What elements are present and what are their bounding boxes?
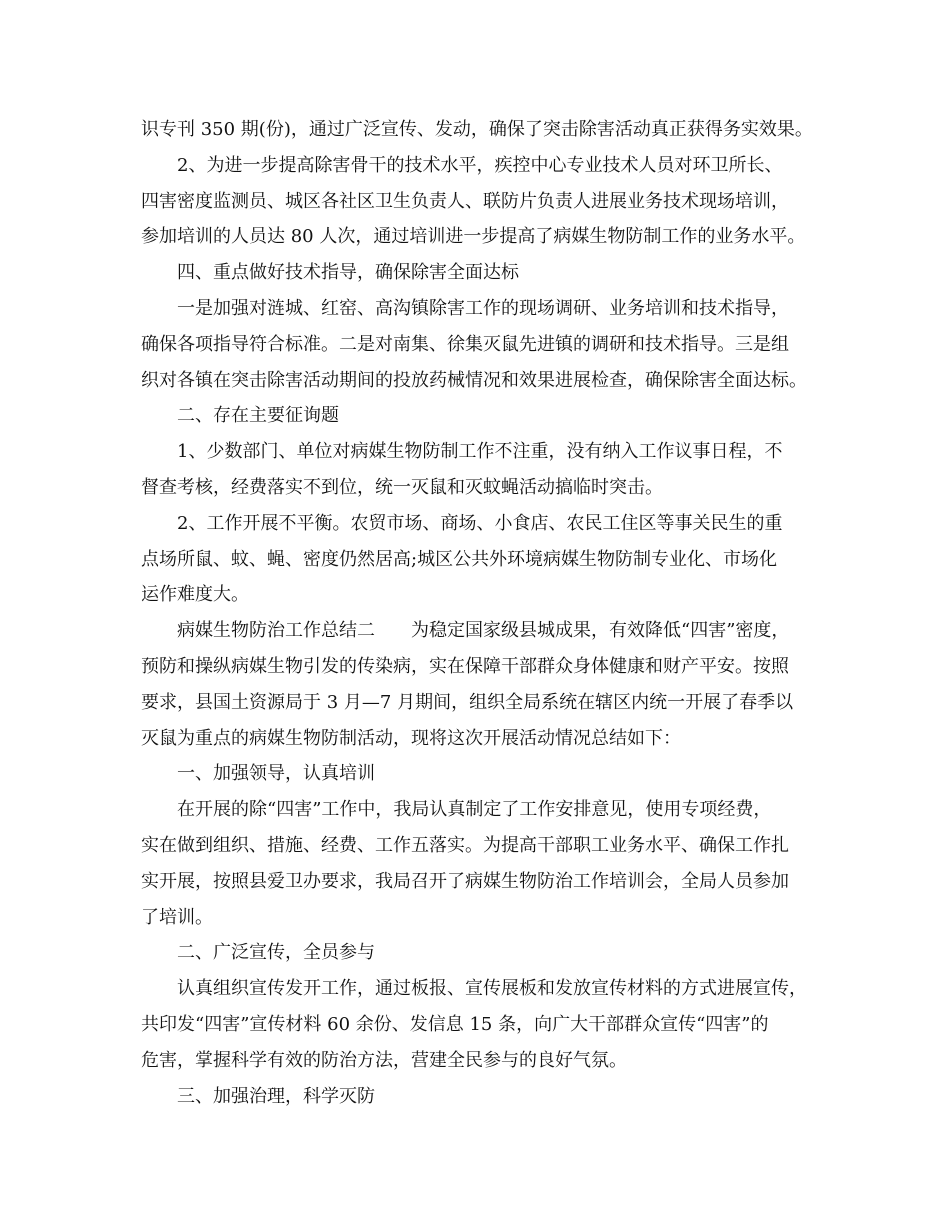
text-line: 一是加强对涟城、红窑、高沟镇除害工作的现场调研、业务培训和技术指导， [177, 297, 789, 319]
text-line: 在开展的除“四害”工作中，我局认真制定了工作安排意见，使用专项经费， [177, 799, 772, 821]
paragraph [141, 506, 831, 613]
text-line: 要求，县国土资源局于 3 月—7 月期间，组织全局系统在辖区内统一开展了春季以 [141, 691, 794, 713]
text-line: 四害密度监测员、城区各社区卫生负责人、联防片负责人进展业务技术现场培训， [141, 190, 789, 212]
text-line: 运作难度大。 [141, 584, 249, 606]
paragraph [141, 792, 831, 935]
text-line: 三、加强治理，科学灭防 [177, 1085, 375, 1107]
paragraph [141, 971, 831, 1078]
text-line: 识专刊 350 期(份)，通过广泛宣传、发动，确保了突击除害活动真正获得务实效果。 [141, 119, 813, 140]
text-line: 2、为进一步提高除害骨干的技术水平，疾控中心专业技术人员对环卫所长、 [177, 154, 783, 176]
text-line: 织对各镇在突击除害活动期间的投放药械情况和效果进展检查，确保除害全面达标。 [141, 369, 807, 391]
text-line: 二、存在主要征询题 [177, 405, 339, 427]
text-line: 实开展，按照县爱卫办要求，我局召开了病媒生物防治工作培训会，全局人员参加 [141, 870, 789, 892]
paragraph [141, 935, 831, 971]
paragraph [141, 291, 831, 398]
text-line: 病媒生物防治工作总结二 为稳定国家级县城成果，有效降低“四害”密度， [177, 620, 790, 642]
paragraph [141, 112, 831, 148]
paragraph [141, 255, 831, 291]
document-body [141, 112, 831, 1114]
text-line: 2、工作开展不平衡。农贸市场、商场、小食店、农民工住区等事关民生的重 [177, 512, 783, 534]
text-line: 1、少数部门、单位对病媒生物防制工作不注重，没有纳入工作议事日程，不 [177, 441, 783, 463]
text-line: 预防和操纵病媒生物引发的传染病，实在保障干部群众身体健康和财产平安。按照 [141, 655, 789, 677]
text-line: 确保各项指导符合标准。二是对南集、徐集灭鼠先进镇的调研和技术指导。三是组 [141, 333, 789, 355]
text-line: 了培训。 [141, 906, 213, 928]
text-line: 一、加强领导，认真培训 [177, 763, 375, 785]
text-line: 点场所鼠、蚊、蝇、密度仍然居高;城区公共外环境病媒生物防制专业化、市场化 [141, 548, 778, 570]
text-line: 四、重点做好技术指导，确保除害全面达标 [177, 262, 519, 284]
text-line: 共印发“四害”宣传材料 60 余份、发信息 15 条，向广大干部群众宣传“四害”的 [141, 1013, 769, 1035]
paragraph [141, 398, 831, 434]
paragraph [141, 434, 831, 506]
text-line: 危害，掌握科学有效的防治方法，营建全民参与的良好气氛。 [141, 1049, 627, 1071]
text-line: 督查考核，经费落实不到位，统一灭鼠和灭蚊蝇活动搞临时突击。 [141, 476, 663, 498]
text-line: 实在做到组织、措施、经费、工作五落实。为提高干部职工业务水平、确保工作扎 [141, 834, 789, 856]
paragraph [141, 756, 831, 792]
text-line: 参加培训的人员达 80 人次，通过培训进一步提高了病媒生物防制工作的业务水平。 [141, 226, 806, 248]
paragraph [141, 1079, 831, 1115]
paragraph [141, 613, 831, 756]
text-line: 二、广泛宣传，全员参与 [177, 942, 375, 964]
text-line: 灭鼠为重点的病媒生物防制活动，现将这次开展活动情况总结如下： [141, 727, 681, 749]
text-line: 认真组织宣传发开工作，通过板报、宣传展板和发放宣传材料的方式进展宣传， [177, 978, 807, 1000]
paragraph [141, 148, 831, 255]
